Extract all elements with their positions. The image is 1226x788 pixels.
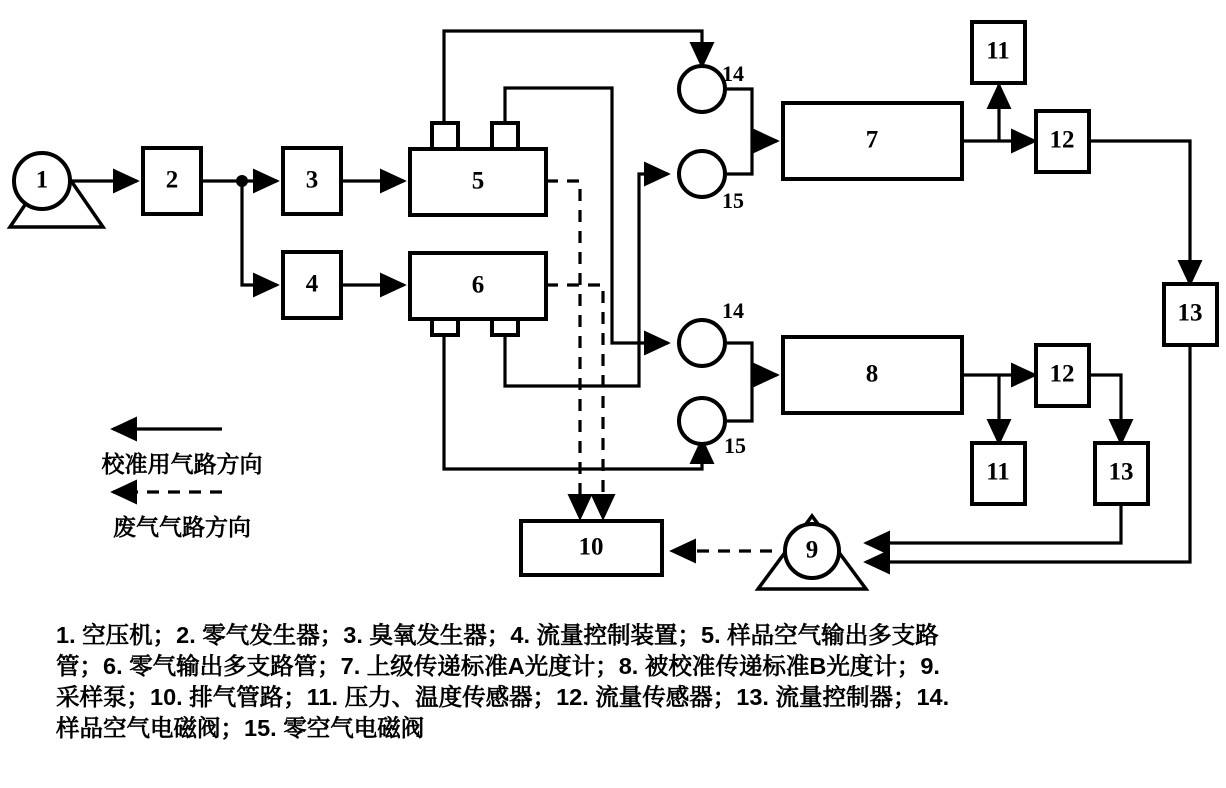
node-13a-label: 13 xyxy=(1177,299,1203,327)
valve-15a[interactable] xyxy=(679,151,725,197)
wire-12a-to-13a xyxy=(1087,141,1190,284)
node-11b-label: 11 xyxy=(986,458,1010,486)
valve-14b[interactable] xyxy=(679,320,725,366)
node-12a-label: 12 xyxy=(1049,126,1075,154)
valve-15a-label: 15 xyxy=(722,188,744,214)
wire-valve15a-to-7 xyxy=(727,141,752,174)
node-1-label: 1 xyxy=(35,166,49,194)
valve-14a[interactable] xyxy=(679,66,725,112)
wire-12b-to-13b xyxy=(1087,375,1121,443)
valve-14a-label: 14 xyxy=(722,61,744,87)
node-3-label: 3 xyxy=(305,166,319,194)
node-5-port-left xyxy=(432,123,458,151)
caption-line-4: 样品空气电磁阀；15. 零空气电磁阀 xyxy=(56,715,425,741)
wire-5-to-valve14a xyxy=(444,31,702,133)
node-2-label: 2 xyxy=(165,166,179,194)
node-13b-label: 13 xyxy=(1108,458,1134,486)
wire-valve14b-to-8 xyxy=(727,343,777,375)
caption-line-2: 管；6. 零气输出多支路管；7. 上级传递标准A光度计；8. 被校准传递标准B光度计；9. xyxy=(56,653,940,679)
wire-valve15b-to-8 xyxy=(727,375,752,421)
caption-line-1: 1. 空压机；2. 零气发生器；3. 臭氧发生器；4. 流量控制装置；5. 样品空气输出多支路 xyxy=(56,622,939,648)
wire-2-to-4 xyxy=(242,181,277,285)
wire-6-to-valve15b xyxy=(444,333,702,469)
node-12b-label: 12 xyxy=(1049,360,1075,388)
node-9-label: 9 xyxy=(805,536,819,564)
node-7-label: 7 xyxy=(865,126,879,154)
legend-solid-label: 校准用气路方向 xyxy=(101,451,263,478)
figure-caption xyxy=(56,620,1186,744)
wire-valve14a-to-7 xyxy=(727,89,777,141)
valve-15b-label: 15 xyxy=(724,433,746,459)
node-8-label: 8 xyxy=(865,360,879,388)
node-5-label: 5 xyxy=(471,167,485,195)
node-5-port-right xyxy=(492,123,518,151)
caption-line-3: 采样泵；10. 排气管路；11. 压力、温度传感器；12. 流量传感器；13. 流量控制器；14. xyxy=(56,684,950,710)
valve-15b[interactable] xyxy=(679,398,725,444)
node-11a-label: 11 xyxy=(986,37,1010,65)
valve-14b-label: 14 xyxy=(722,298,744,324)
node-10-label: 10 xyxy=(578,533,604,561)
legend-dashed-label: 废气气路方向 xyxy=(113,514,251,541)
node-6-label: 6 xyxy=(471,271,485,299)
node-4-label: 4 xyxy=(305,270,319,298)
wire-6-exhaust-dashed xyxy=(546,285,603,518)
